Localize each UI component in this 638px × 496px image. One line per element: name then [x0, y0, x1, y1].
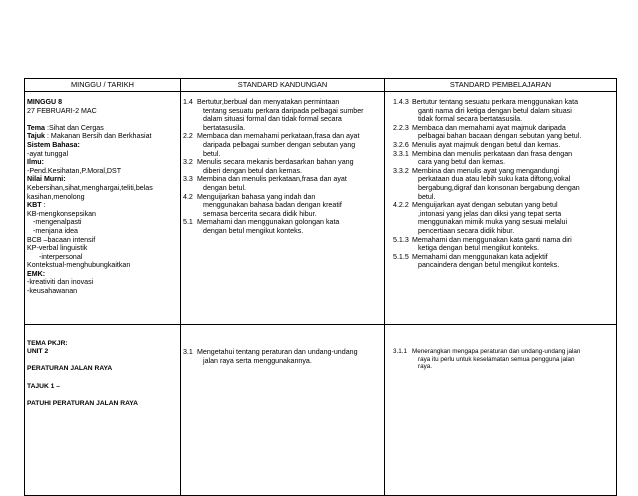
pkjr-pembelajaran-cell	[385, 325, 617, 496]
kbt-line	[27, 201, 180, 210]
item-number: 4.2.2	[393, 201, 409, 210]
item-line: ,intonasi yang jelas dan diksi yang tepat serta	[418, 209, 562, 218]
ilmu-label: Ilmu:	[27, 158, 44, 167]
minggu-label: MINGGU 8	[27, 98, 63, 106]
tema-value: :Sihat dan Cergas	[45, 123, 104, 132]
pkjr-cell	[25, 325, 181, 496]
list-item	[183, 132, 384, 158]
tema-label: Tema	[27, 123, 46, 132]
nilai-murni-label: Nilai Murni:	[27, 175, 66, 184]
kbt-item: Kontekstual-menghubungkaitkan	[27, 261, 131, 270]
tajuk-value: : Makanan Bersih dan Berkhasiat	[45, 132, 152, 141]
item-line: raya itu perlu untuk keselamatan semua pengguna jalan	[418, 355, 575, 363]
item-line: Membina dan menulis perkataan dan frasa dengan	[412, 149, 573, 158]
item-line: tentang sesuatu perkara daripada pelbagai sumber	[203, 106, 364, 115]
peraturan-label: PERATURAN JALAN RAYA	[27, 365, 113, 373]
list-item	[393, 98, 614, 124]
item-number: 3.2	[183, 158, 193, 167]
list-item	[393, 348, 614, 371]
item-line: Menguijarkan bahasa yang indah dan	[197, 192, 316, 201]
item-line: Memahami dan menggunakan kata ganti nama diri	[412, 235, 572, 244]
item-line: menggunakan bahasa badan dengan kreatif	[203, 201, 342, 210]
kbt-item: -mengenalpasti	[33, 218, 82, 227]
item-line: jalan raya serta menggunakannya.	[203, 356, 312, 365]
item-number: 5.1.3	[393, 235, 409, 244]
item-line: Membina dan menulis ayat yang mengandungi	[412, 166, 560, 175]
kbt-item: -menjana idea	[33, 226, 78, 235]
kbt-label: KBT	[27, 201, 42, 210]
list-item	[183, 193, 384, 219]
item-line: Membina dan menulis perkataan,frasa dan ayat	[197, 175, 347, 184]
item-line: Memahami dan menggunakan golongan kata	[197, 218, 340, 227]
table-row	[25, 325, 617, 496]
item-line: bertatasusila.	[203, 123, 246, 132]
kbt-item: BCB –bacaan intensif	[27, 235, 96, 244]
item-line: raya.	[418, 363, 432, 371]
tajuk-pkjr: TAJUK 1 –	[27, 382, 60, 390]
item-line: Memahami dan menggunakan kata adjektif	[412, 252, 548, 261]
tarikh-value: 27 FEBRUARI-2 MAC	[27, 106, 97, 115]
sistem-bahasa-colon: :	[77, 140, 80, 149]
item-line: betul.	[203, 149, 221, 158]
list-item	[183, 175, 384, 192]
unit-label: UNIT 2	[27, 348, 49, 356]
item-line: dengan betul.	[203, 183, 246, 192]
item-line: pencertiaan secara didik hibur.	[418, 226, 515, 235]
list-item	[393, 141, 614, 150]
item-line: Menulis secara mekanis berdasarkan bahan yang	[197, 158, 354, 167]
item-line: dengan betul mengikut konteks.	[203, 226, 304, 235]
kbt-colon: :	[41, 201, 46, 210]
list-item	[183, 218, 384, 235]
item-number: 3.3.2	[393, 166, 409, 175]
item-line: Bertutur tentang sesuatu perkara menggunakan kata	[412, 98, 579, 106]
sistem-bahasa-label: Sistem Bahasa	[27, 140, 78, 149]
item-line: perkataan dua atau lebih suku kata diftong,vokal	[418, 175, 571, 184]
item-line: Menerangkan mengapa peraturan dan undang-undang jalan	[412, 348, 581, 356]
item-line: tidak formal secara bertatasusila.	[418, 115, 523, 124]
emk-item: -keusahawanan	[27, 287, 78, 296]
emk-label: EMK:	[27, 269, 46, 278]
header-standard-kandungan: STANDARD KANDUNGAN	[181, 79, 385, 92]
header-standard-pembelajaran: STANDARD PEMBELAJARAN	[385, 79, 617, 92]
list-item	[393, 124, 614, 141]
list-item	[393, 150, 614, 167]
sistem-bahasa-value: -ayat tunggal	[27, 149, 69, 158]
nilai-murni-value-2: kasihan,menolong	[27, 192, 85, 201]
nilai-murni-value-1: Kebersihan,sihat,menghargai,teliti,belas	[27, 183, 153, 192]
item-number: 2.2	[183, 132, 193, 141]
list-item	[183, 98, 384, 132]
list-item	[393, 253, 614, 270]
item-line: daripada pelbagai sumber dengan sebutan yang	[203, 140, 356, 149]
item-line: betul.	[418, 192, 436, 201]
lesson-plan-table	[24, 78, 617, 496]
item-line: menggunakan mimik muka yang sesuai melalui	[418, 218, 568, 227]
item-line: Menguijarkan ayat dengan sebutan yang betul	[412, 201, 558, 210]
item-line: ganti nama diri ketiga dengan betul dalam situasi	[418, 106, 572, 115]
item-number: 3.3.1	[393, 149, 409, 158]
item-number: 3.1.1	[393, 348, 408, 356]
list-item	[393, 236, 614, 253]
item-line: ketiga dengan betul mengikut konteks.	[418, 244, 540, 253]
item-line: pelbagai bahan bacaan dengan sebutan yang betul.	[418, 132, 582, 141]
item-number: 4.2	[183, 192, 193, 201]
item-number: 3.1	[183, 348, 193, 357]
table-row	[25, 92, 617, 325]
item-line: Menulis ayat majmuk dengan betul dan kemas.	[412, 140, 561, 149]
item-number: 2.2.3	[393, 123, 409, 132]
patuhi-label: PATUHI PERATURAN JALAN RAYA	[27, 399, 138, 407]
ilmu-value: -Pend.Kesihatan,P.Moral,DST	[27, 166, 122, 175]
list-item	[393, 167, 614, 201]
header-minggu-tarikh: MINGGU / TARIKH	[25, 79, 181, 92]
list-item	[393, 201, 614, 235]
item-line: Mengetahui tentang peraturan dan undang-undang	[197, 348, 358, 357]
standard-pembelajaran-list	[385, 92, 616, 270]
tajuk-line	[27, 132, 180, 141]
kbt-item: KP-verbal linguistik	[27, 244, 88, 253]
item-number: 3.3	[183, 175, 193, 184]
tema-line	[27, 124, 180, 133]
item-line: bergabung,digraf dan konsonan bergabung dengan	[418, 183, 580, 192]
item-line: Membaca dan memahami perkataan,frasa dan ayat	[197, 132, 360, 141]
item-number: 1.4	[183, 98, 193, 106]
tajuk-label: Tajuk	[27, 132, 46, 141]
item-line: Membaca dan memahami ayat majmuk daripada	[412, 123, 566, 132]
sistem-bahasa-line	[27, 141, 180, 150]
kbt-item: KB-mengkonsepsikan	[27, 209, 97, 218]
header-row	[25, 79, 617, 92]
standard-pembelajaran-cell	[385, 92, 617, 325]
item-line: Bertutur,berbual dan menyatakan permintaan	[197, 98, 340, 106]
minggu-cell	[25, 92, 181, 325]
tema-pkjr: TEMA PKJR:	[27, 339, 68, 347]
item-line: diberi dengan betul dan kemas.	[203, 166, 302, 175]
item-line: semasa bercerita secara didik hibur.	[203, 209, 317, 218]
list-item	[183, 348, 384, 365]
item-line: cara yang betul dan kemas.	[418, 158, 506, 167]
pkjr-kandungan-cell	[181, 325, 385, 496]
standard-kandungan-list	[181, 92, 384, 236]
item-number: 1.4.3	[393, 98, 409, 106]
kbt-item: -interpersonal	[39, 252, 83, 261]
item-number: 3.2.6	[393, 140, 409, 149]
item-line: dalam situasi formal dan tidak formal secara	[203, 115, 342, 124]
list-item	[183, 158, 384, 175]
item-number: 5.1.5	[393, 252, 409, 261]
item-number: 5.1	[183, 218, 193, 227]
item-line: pancaindera dengan betul mengikut konteks.	[418, 261, 560, 270]
standard-kandungan-cell	[181, 92, 385, 325]
emk-item: -kreativiti dan inovasi	[27, 278, 94, 287]
